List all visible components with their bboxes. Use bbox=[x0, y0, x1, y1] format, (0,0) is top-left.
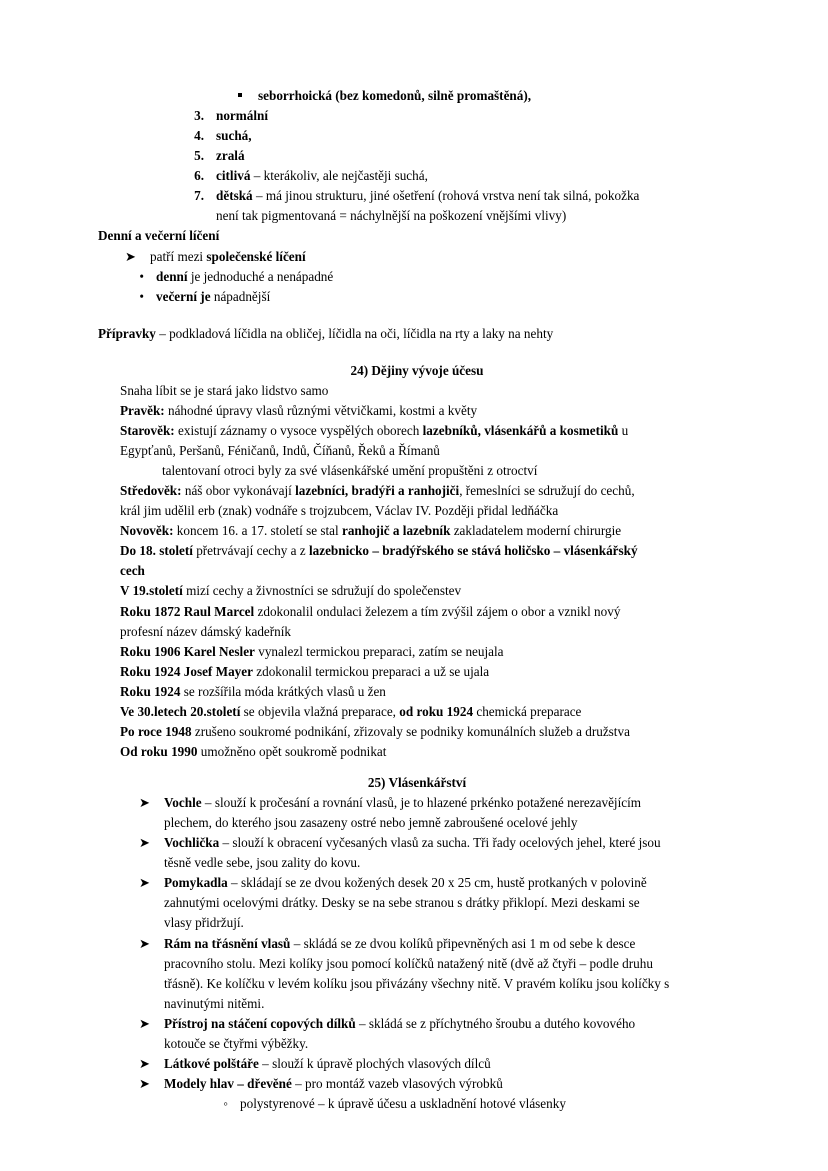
list-item-label bbox=[164, 1074, 736, 1094]
chapter-24-intro: Snaha líbit se je stará jako lidstvo samo bbox=[120, 382, 329, 398]
list-marker: 7. bbox=[194, 188, 204, 204]
list-item-term: denní bbox=[156, 268, 188, 284]
paragraph bbox=[98, 602, 736, 622]
list-item bbox=[98, 833, 736, 873]
list-item-desc: – slouží k úpravě plochých vlasových dílců bbox=[258, 1055, 491, 1071]
list-item-label bbox=[156, 287, 736, 307]
list-item-desc: – pro montáž vazeb vlasových výrobků bbox=[291, 1075, 503, 1091]
term: Starověk: bbox=[120, 422, 175, 438]
list-item-cont: vlasy přidržují. bbox=[164, 915, 244, 931]
term-2: lazebnicko – bradýřského se stává holičsko – vlásenkářský bbox=[308, 543, 638, 559]
desc-2: chemická preparace bbox=[473, 703, 582, 719]
desc: přetrvávají cechy a z bbox=[192, 543, 309, 559]
dot-bullet-icon: • bbox=[139, 268, 144, 284]
list-marker: 5. bbox=[194, 148, 204, 164]
list-item-label bbox=[164, 1054, 736, 1074]
dot-bullet-icon: • bbox=[139, 288, 144, 304]
list-item-desc: – slouží k obracení vyčesaných vlasů za sucha. Tři řady ocelových jehel, které jsou bbox=[219, 835, 661, 851]
chapter-25-heading: 25) Vlásenkářství bbox=[367, 775, 467, 790]
arrow-bullet-icon: ➤ bbox=[138, 935, 150, 951]
list-item-desc: je jednoduché a nenápadné bbox=[187, 268, 334, 284]
list-item bbox=[98, 146, 736, 166]
list-marker: 3. bbox=[194, 108, 204, 124]
arrow-bullet-icon: ➤ bbox=[138, 1075, 150, 1091]
list-item bbox=[98, 267, 736, 287]
desc: zdokonalil ondulaci železem a tím zvýšil zájem o obor a vznikl nový bbox=[254, 603, 621, 619]
term: Po roce 1948 bbox=[120, 723, 192, 739]
list-item-label bbox=[156, 267, 736, 287]
term: Roku 1924 Josef Mayer bbox=[120, 663, 253, 679]
desc: existují záznamy o vysoce vyspělých oborech bbox=[174, 422, 423, 438]
list-item-label bbox=[164, 833, 736, 873]
list-item-cont: navinutými nitěmi. bbox=[164, 995, 265, 1011]
list-item-desc: – skládá se ze dvou kolíků připevněných asi 1 m od sebe k desce bbox=[290, 935, 636, 951]
list-item-cont: kotouče se čtyřmi výběžky. bbox=[164, 1035, 309, 1051]
desc: zdokonalil termickou preparaci a už se ujala bbox=[252, 663, 490, 679]
list-item bbox=[98, 126, 736, 146]
list-item-cont: těsně vedle sebe, jsou zality do kovu. bbox=[164, 855, 361, 871]
section-heading: Denní a večerní líčení bbox=[98, 228, 220, 244]
desc: náš obor vykonávají bbox=[181, 483, 296, 499]
paragraph: král jim udělil erb (znak) vodnáře s trojzubcem, Václav IV. Později přidal ledňáčka bbox=[120, 503, 559, 519]
list-item bbox=[98, 247, 736, 267]
paragraph bbox=[98, 421, 736, 441]
term: Středověk: bbox=[120, 483, 182, 499]
paragraph bbox=[98, 742, 736, 762]
list-item-term: večerní je bbox=[156, 288, 211, 304]
term: Pravěk: bbox=[120, 402, 165, 418]
list-item-label bbox=[164, 793, 736, 833]
desc: vynalezl termickou preparaci, zatím se neujala bbox=[254, 643, 504, 659]
arrow-bullet-icon: ➤ bbox=[138, 1015, 150, 1031]
arrow-bullet-icon: ➤ bbox=[138, 835, 150, 851]
term: Ve 30.letech 20.století bbox=[120, 703, 241, 719]
list-item bbox=[98, 287, 736, 307]
term: Do 18. století bbox=[120, 543, 193, 559]
desc-2: , řemeslníci se sdružují do cechů, bbox=[459, 483, 635, 499]
products-desc: – podkladová líčidla na obličej, líčidla na oči, líčidla na rty a laky na nehty bbox=[155, 325, 554, 341]
paragraph: Egypťanů, Peršanů, Féničanů, Indů, Číňanů, Řeků a Římanů bbox=[120, 443, 440, 458]
paragraph bbox=[98, 662, 736, 682]
desc: se objevila vlažná preparace, bbox=[240, 703, 400, 719]
list-item-desc: – skládá se z příchytného šroubu a dutého kovového bbox=[355, 1015, 636, 1031]
list-item-term: Modely hlav – dřevěné bbox=[164, 1075, 292, 1091]
paragraph bbox=[98, 581, 736, 601]
list-item-desc: – kterákoliv, ale nejčastěji suchá, bbox=[250, 168, 428, 184]
desc: mizí cechy a živnostníci se sdružují do společenstev bbox=[182, 583, 462, 599]
list-item-label bbox=[164, 934, 736, 1014]
square-bullet-icon bbox=[226, 86, 242, 106]
list-item-desc: nápadnější bbox=[210, 288, 271, 304]
list-item-term: společenské líčení bbox=[206, 248, 306, 264]
list-item-cont: plechem, do kterého jsou zasazeny ostré nebo jemně zabroušené ocelové jehly bbox=[164, 815, 578, 831]
arrow-bullet-icon: ➤ bbox=[138, 875, 150, 891]
list-item-desc: – skládají se ze dvou kožených desek 20 x 25 cm, hustě protkaných v polovině bbox=[227, 875, 647, 891]
list-marker: 4. bbox=[194, 128, 204, 144]
paragraph bbox=[98, 521, 736, 541]
list-item-cont: třásně). Ke kolíčku v levém kolíku jsou přivázány všechny nitě. V pravém kolíku jsou kolíčky s bbox=[164, 975, 670, 991]
arrow-bullet-icon: ➤ bbox=[138, 795, 150, 811]
desc: zrušeno soukromé podnikání, zřizovaly se podniky komunálních služeb a družstva bbox=[191, 723, 630, 739]
list-item-label: polystyrenové – k úpravě účesu a uskladnění hotové vlásenky bbox=[240, 1096, 566, 1111]
term: Roku 1906 Karel Nesler bbox=[120, 643, 255, 659]
term: Novověk: bbox=[120, 523, 174, 539]
list-item bbox=[98, 106, 736, 126]
term-2: lazebníků, vlásenkářů a kosmetiků bbox=[422, 422, 619, 438]
list-item-term: Rám na třásnění vlasů bbox=[164, 935, 291, 951]
term: Roku 1872 Raul Marcel bbox=[120, 603, 255, 619]
list-item-term: Vochle bbox=[164, 795, 202, 811]
desc: se rozšířila móda krátkých vlasů u žen bbox=[180, 683, 386, 699]
paragraph bbox=[98, 682, 736, 702]
list-item-cont: pracovního stolu. Mezi kolíky jsou pomocí kolíčků natažený nitě (dvě až čtyři – podle druhu bbox=[164, 955, 653, 971]
chapter-24-heading: 24) Dějiny vývoje účesu bbox=[350, 362, 484, 378]
list-item bbox=[98, 86, 736, 106]
arrow-bullet-icon: ➤ bbox=[124, 248, 136, 264]
paragraph: profesní název dámský kadeřník bbox=[120, 623, 292, 639]
list-item-label bbox=[216, 166, 736, 186]
list-item-term: Látkové polštáře bbox=[164, 1055, 259, 1071]
paragraph: talentovaní otroci byly za své vlásenkářské umění propuštěni z otroctví bbox=[162, 463, 538, 479]
list-item bbox=[98, 1014, 736, 1054]
desc-2: u bbox=[618, 422, 629, 438]
desc: umožněno opět soukromě podnikat bbox=[197, 743, 387, 759]
list-item-cont: zahnutými ocelovými drátky. Desky se na sebe stranou s drátky přiklopí. Mezi deskami se bbox=[164, 895, 640, 911]
desc: koncem 16. a 17. století se stal bbox=[173, 523, 342, 539]
list-item-term: Vochlička bbox=[164, 835, 220, 851]
paragraph bbox=[98, 401, 736, 421]
circle-bullet-icon: ◦ bbox=[223, 1096, 228, 1111]
term-2: ranhojič a lazebník bbox=[341, 523, 451, 539]
desc-2: zakladatelem moderní chirurgie bbox=[450, 523, 622, 539]
term: Roku 1924 bbox=[120, 683, 181, 699]
list-item bbox=[98, 873, 736, 933]
products-term: Přípravky bbox=[98, 325, 156, 341]
products-line bbox=[98, 324, 736, 344]
list-item-label bbox=[164, 1014, 736, 1054]
list-item-label: zralá bbox=[216, 148, 245, 164]
list-item-term: Přístroj na stáčení copových dílků bbox=[164, 1015, 356, 1031]
paragraph: cech bbox=[120, 563, 145, 579]
list-item-label bbox=[164, 873, 736, 933]
list-item-desc: – má jinou strukturu, jiné ošetření (rohová vrstva není tak silná, pokožka bbox=[252, 188, 640, 204]
arrow-bullet-icon: ➤ bbox=[138, 1055, 150, 1071]
paragraph bbox=[98, 541, 736, 561]
paragraph bbox=[98, 702, 736, 722]
list-item bbox=[98, 166, 736, 186]
desc: náhodné úpravy vlasů různými větvičkami, kostmi a květy bbox=[164, 402, 478, 418]
list-item-term: Pomykadla bbox=[164, 875, 228, 891]
list-item bbox=[98, 1054, 736, 1074]
paragraph bbox=[98, 722, 736, 742]
term-2: lazebníci, bradýři a ranhojiči bbox=[295, 483, 460, 499]
term: V 19.století bbox=[120, 583, 183, 599]
term-2: od roku 1924 bbox=[399, 703, 474, 719]
list-item-term: dětská bbox=[216, 188, 253, 204]
list-item-term: citlivá bbox=[216, 168, 251, 184]
list-item bbox=[98, 793, 736, 833]
list-marker: 6. bbox=[194, 168, 204, 184]
list-item-desc: – slouží k pročesání a rovnání vlasů, je to hlazené prkénko potažené nerezavějícím bbox=[201, 795, 642, 811]
paragraph bbox=[98, 642, 736, 662]
term: Od roku 1990 bbox=[120, 743, 198, 759]
list-item-label bbox=[150, 247, 736, 267]
list-item bbox=[98, 186, 736, 206]
list-item-label: suchá, bbox=[216, 128, 252, 144]
list-item bbox=[98, 1074, 736, 1094]
list-item-desc: patří mezi bbox=[150, 248, 207, 264]
list-item bbox=[98, 1094, 736, 1114]
list-item-label bbox=[216, 186, 736, 206]
list-item-continuation: není tak pigmentovaná = náchylnější na poškození vnějšími vlivy) bbox=[216, 208, 567, 224]
list-item bbox=[98, 934, 736, 1014]
paragraph bbox=[98, 481, 736, 501]
list-item-label: seborrhoická (bez komedonů, silně promaštěná), bbox=[258, 88, 532, 103]
list-item-label: normální bbox=[216, 108, 269, 124]
